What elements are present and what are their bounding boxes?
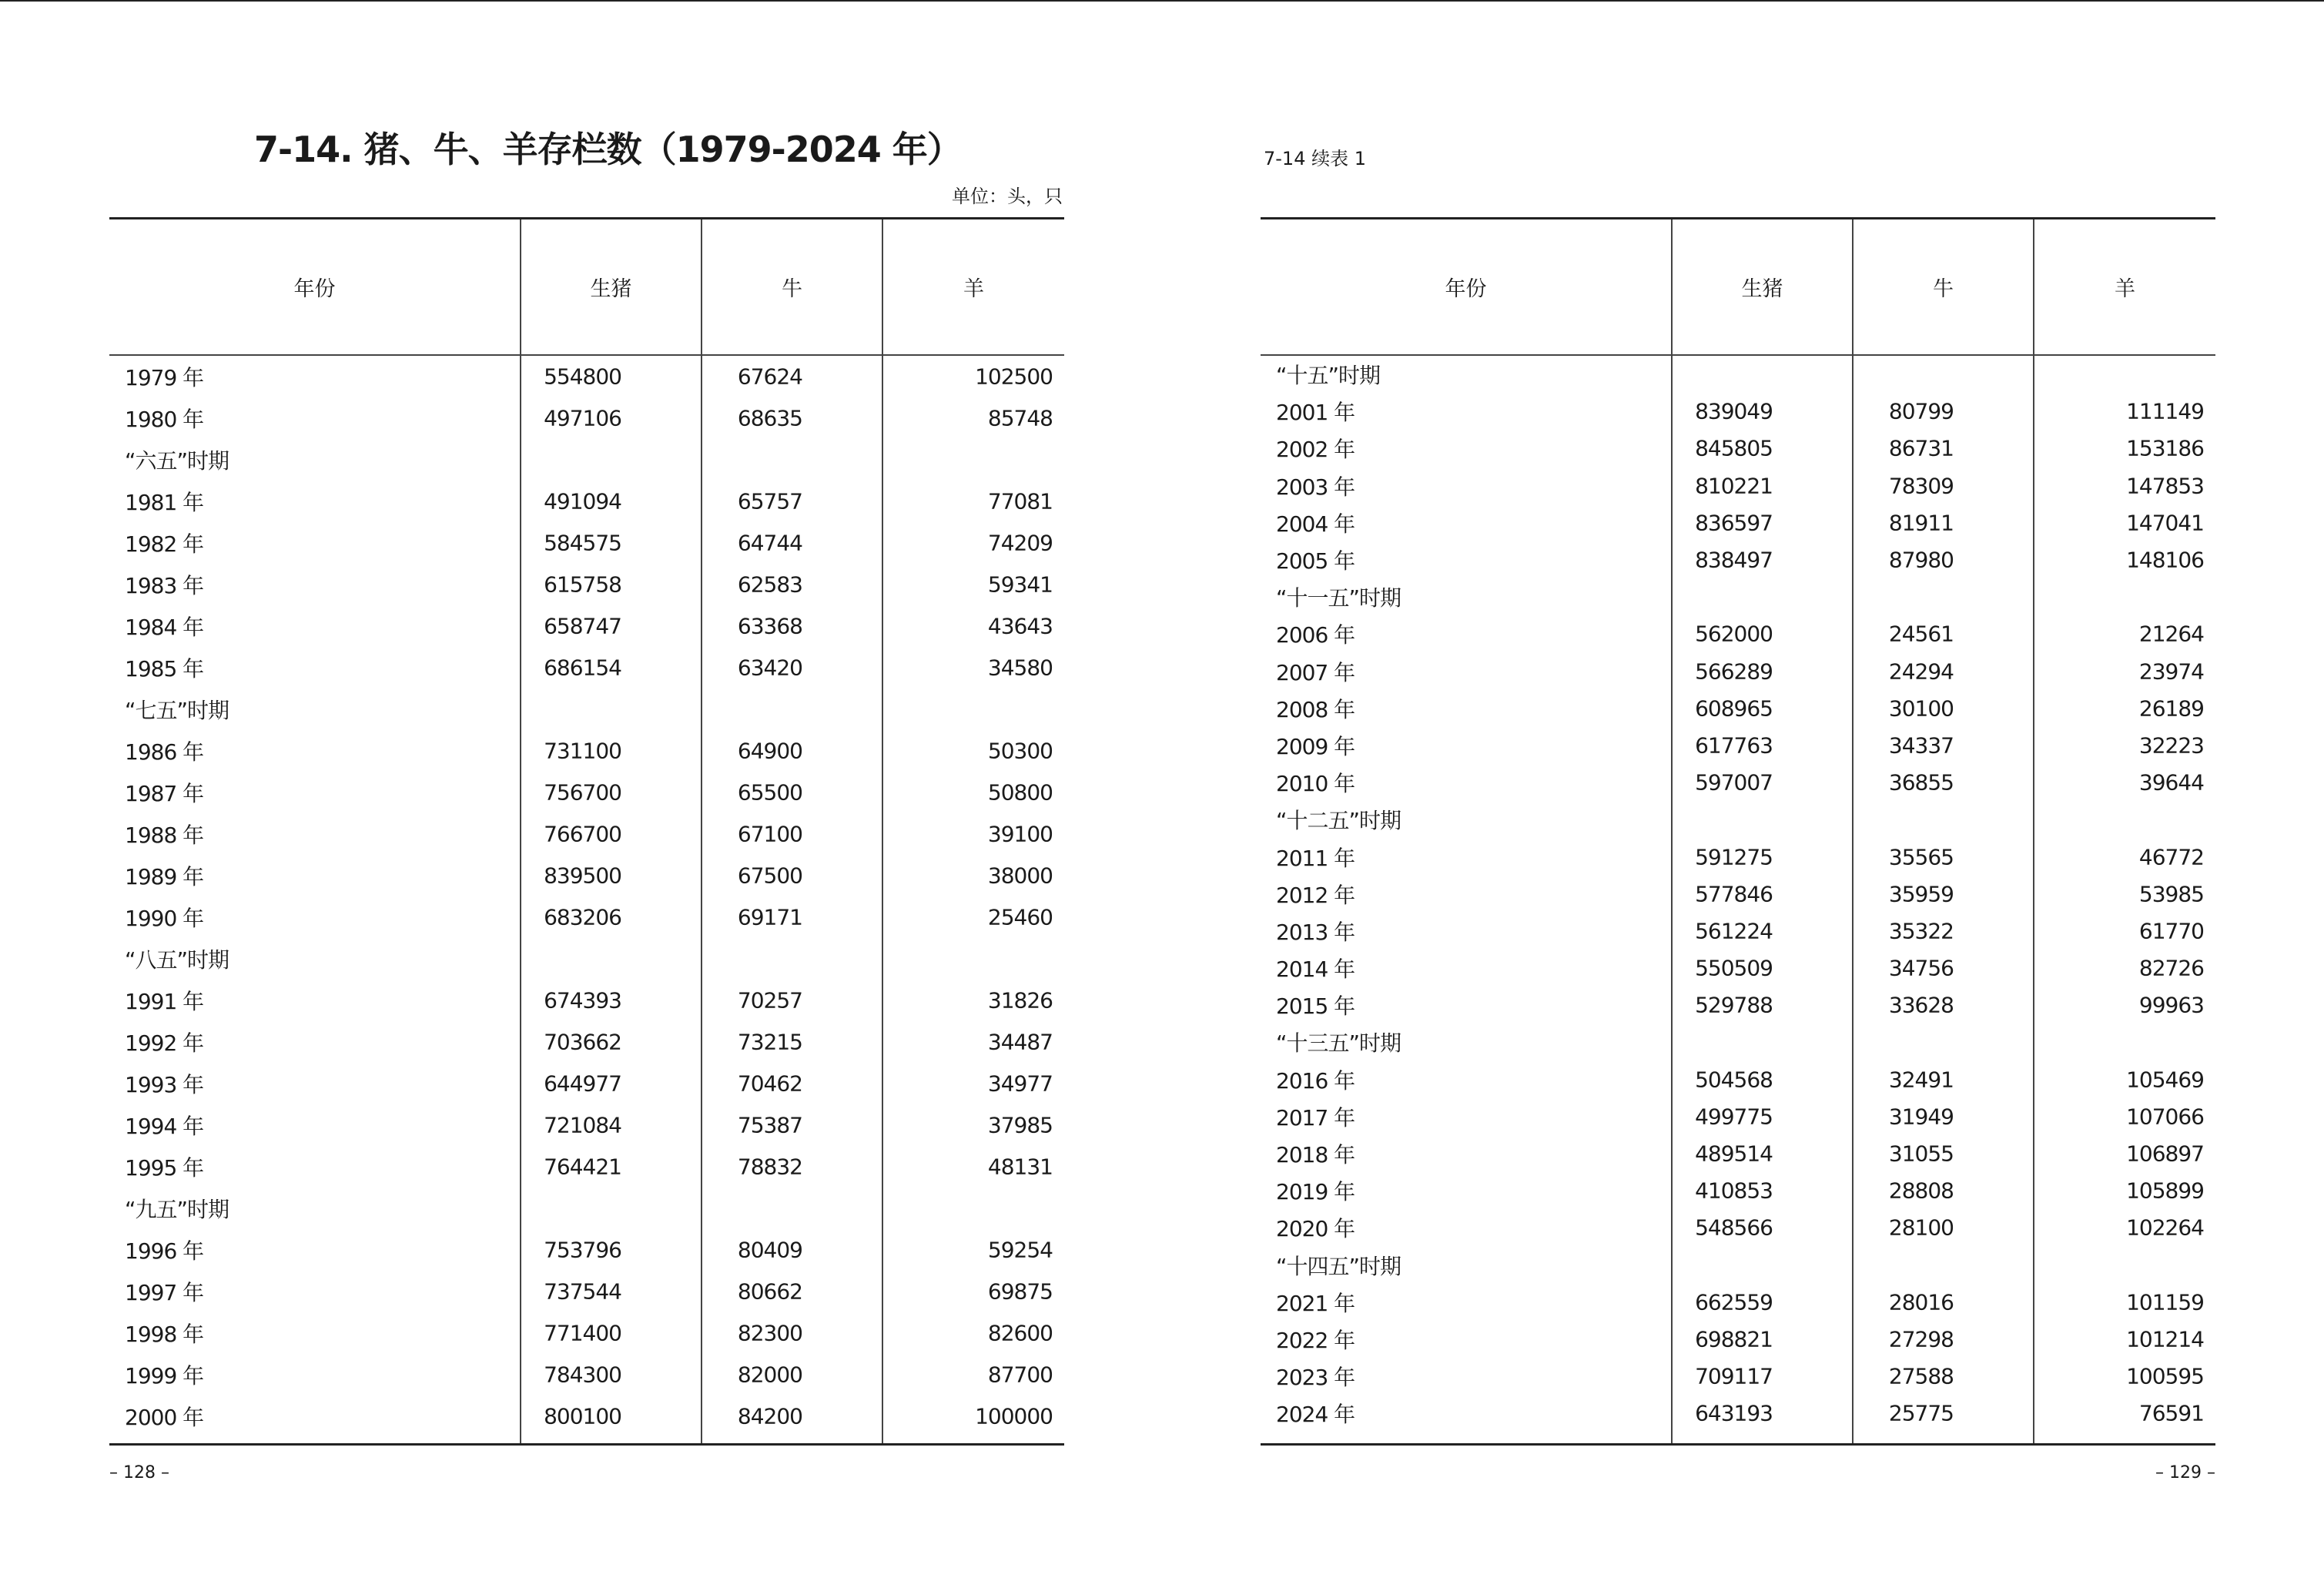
cell-sheep: 48131 [987,1154,1053,1180]
cell-sheep: 32223 [2138,732,2204,759]
page-number-right: – 129 – [2155,1463,2215,1482]
cell-sheep: 39100 [987,821,1053,847]
cell-cattle: 28100 [1888,1214,1954,1241]
cell-cattle: 24294 [1888,658,1954,685]
cell-sheep: 100595 [2126,1363,2204,1389]
table-row [109,813,1064,855]
cell-year: 2018 年 [1276,1142,1355,1168]
cell-year: 2024 年 [1276,1402,1355,1428]
cell-pigs: 643193 [1695,1400,1773,1426]
cell-cattle: 64744 [737,530,802,556]
cell-pigs: 784300 [544,1362,621,1388]
cell-pigs: 766700 [544,821,621,847]
cell-cattle: 65500 [737,779,802,806]
cell-pigs: 529788 [1695,992,1773,1018]
cell-sheep: 69875 [987,1278,1053,1305]
table-row [109,1146,1064,1188]
cell-sheep: 101159 [2126,1289,2204,1315]
cell-pigs: 737544 [544,1278,621,1305]
period-heading-row [1261,578,2215,615]
cell-year: 1982 年 [125,531,204,557]
cell-sheep: 100000 [975,1403,1053,1429]
cell-sheep: 38000 [987,863,1053,889]
cell-sheep: 99963 [2138,992,2204,1018]
cell-cattle: 75387 [737,1112,802,1138]
cell-sheep: 82726 [2138,955,2204,981]
cell-cattle: 33628 [1888,992,1954,1018]
period-heading-row [109,439,1064,481]
continued-table-title: 7-14 续表 1 [1264,148,1366,169]
cell-year: 2022 年 [1276,1327,1355,1353]
table-row [109,356,1064,397]
cell-year: 1989 年 [125,864,204,889]
table-row [1261,950,2215,987]
cell-cattle: 67500 [737,863,802,889]
cell-cattle: 81911 [1888,510,1954,536]
period-label: “七五”时期 [125,698,229,723]
cell-cattle: 63368 [737,613,802,639]
table-row [1261,876,2215,913]
cell-year: 2007 年 [1276,659,1355,685]
cell-year: 1984 年 [125,615,204,640]
table-row [109,1312,1064,1354]
cell-sheep: 153186 [2126,435,2204,461]
table-row [109,1354,1064,1395]
cell-pigs: 839049 [1695,398,1773,424]
cell-pigs: 615758 [544,571,621,598]
cell-cattle: 27298 [1888,1326,1954,1352]
cell-sheep: 77081 [987,488,1053,514]
period-label: “九五”时期 [125,1197,229,1222]
cell-year: 2014 年 [1276,956,1355,983]
cell-cattle: 35959 [1888,881,1954,907]
table-row [109,1229,1064,1271]
cell-cattle: 31055 [1888,1141,1954,1167]
cell-sheep: 50800 [987,779,1053,806]
cell-sheep: 105469 [2126,1067,2204,1093]
table-row [109,564,1064,605]
cell-cattle: 27588 [1888,1363,1954,1389]
cell-year: 2006 年 [1276,622,1355,648]
table-row [1261,838,2215,875]
cell-cattle: 82300 [737,1320,802,1346]
cell-cattle: 35322 [1888,918,1954,944]
table-row [109,896,1064,938]
cell-year: 1991 年 [125,989,204,1014]
cell-cattle: 25775 [1888,1400,1954,1426]
table-row [109,605,1064,647]
period-label: “八五”时期 [125,947,229,973]
cell-cattle: 65757 [737,488,802,514]
table-row [1261,690,2215,727]
cell-sheep: 147853 [2126,473,2204,499]
cell-pigs: 674393 [544,987,621,1013]
period-label: “十五”时期 [1276,363,1381,389]
cell-pigs: 591275 [1695,844,1773,870]
cell-cattle: 35565 [1888,844,1954,870]
period-label: “六五”时期 [125,448,229,474]
cell-pigs: 584575 [544,530,621,556]
table-row [1261,430,2215,467]
table-row [109,730,1064,772]
cell-cattle: 69171 [737,904,802,930]
table-row [1261,1358,2215,1395]
cell-cattle: 32491 [1888,1067,1954,1093]
table-row [1261,1321,2215,1358]
cell-sheep: 87700 [987,1362,1053,1388]
cell-year: 1993 年 [125,1072,204,1097]
cell-pigs: 554800 [544,363,621,390]
period-heading-row [1261,801,2215,838]
cell-sheep: 59254 [987,1237,1053,1263]
cell-year: 1999 年 [125,1363,204,1389]
table-row [109,1063,1064,1104]
cell-cattle: 84200 [737,1403,802,1429]
cell-sheep: 53985 [2138,881,2204,907]
cell-pigs: 617763 [1695,732,1773,759]
cell-year: 2000 年 [125,1405,204,1430]
table-row [109,1104,1064,1146]
cell-year: 2005 年 [1276,548,1355,575]
period-heading-row [109,688,1064,730]
cell-year: 2023 年 [1276,1365,1355,1391]
cell-year: 1996 年 [125,1238,204,1264]
cell-cattle: 28016 [1888,1289,1954,1315]
cell-sheep: 102264 [2126,1214,2204,1241]
cell-sheep: 106897 [2126,1141,2204,1167]
page-title: 7-14. 猪、牛、羊存栏数（1979-2024 年） [254,129,962,170]
cell-sheep: 148106 [2126,547,2204,573]
cell-year: 2017 年 [1276,1104,1355,1131]
cell-pigs: 489514 [1695,1141,1773,1167]
table-row [109,647,1064,688]
cell-pigs: 698821 [1695,1326,1773,1352]
cell-cattle: 30100 [1888,695,1954,722]
cell-pigs: 771400 [544,1320,621,1346]
top-border-line [0,0,2324,2]
cell-pigs: 709117 [1695,1363,1773,1389]
cell-sheep: 105899 [2126,1178,2204,1204]
data-table-right [1261,217,2215,1446]
cell-cattle: 67624 [737,363,802,390]
cell-sheep: 61770 [2138,918,2204,944]
cell-cattle: 68635 [737,405,802,431]
table-row [1261,1135,2215,1172]
period-label: “十四五”时期 [1276,1253,1401,1279]
table-body [109,356,1064,1443]
cell-sheep: 26189 [2138,695,2204,722]
table-row [1261,1395,2215,1432]
cell-pigs: 566289 [1695,658,1773,685]
header-year: 年份 [1445,277,1487,301]
cell-year: 2020 年 [1276,1216,1355,1242]
cell-pigs: 658747 [544,613,621,639]
cell-year: 2010 年 [1276,771,1355,797]
cell-cattle: 63420 [737,655,802,681]
cell-cattle: 86731 [1888,435,1954,461]
unit-label: 单位：头，只 [952,186,1063,207]
cell-pigs: 839500 [544,863,621,889]
cell-pigs: 703662 [544,1029,621,1055]
period-heading-row [1261,1247,2215,1284]
period-label: “十一五”时期 [1276,585,1401,611]
cell-year: 1990 年 [125,906,204,931]
table-row [1261,1061,2215,1098]
cell-sheep: 43643 [987,613,1053,639]
cell-year: 2011 年 [1276,845,1355,871]
cell-pigs: 499775 [1695,1104,1773,1130]
cell-pigs: 753796 [544,1237,621,1263]
cell-year: 1980 年 [125,407,204,432]
cell-year: 2001 年 [1276,400,1355,426]
cell-pigs: 597007 [1695,769,1773,796]
period-heading-row [1261,1023,2215,1060]
cell-year: 1987 年 [125,781,204,806]
cell-cattle: 80799 [1888,398,1954,424]
cell-cattle: 78832 [737,1154,802,1180]
cell-sheep: 39644 [2138,769,2204,796]
cell-cattle: 80662 [737,1278,802,1305]
table-row [1261,727,2215,764]
cell-year: 2021 年 [1276,1290,1355,1316]
cell-cattle: 70462 [737,1070,802,1097]
cell-pigs: 550509 [1695,955,1773,981]
cell-year: 1995 年 [125,1155,204,1181]
table-row [1261,1098,2215,1135]
cell-pigs: 410853 [1695,1178,1773,1204]
table-row [109,481,1064,522]
cell-sheep: 101214 [2126,1326,2204,1352]
cell-year: 1986 年 [125,739,204,765]
cell-cattle: 87980 [1888,547,1954,573]
cell-cattle: 64900 [737,738,802,764]
cell-year: 1979 年 [125,365,204,390]
table-row [1261,615,2215,652]
cell-cattle: 31949 [1888,1104,1954,1130]
cell-cattle: 28808 [1888,1178,1954,1204]
cell-year: 2009 年 [1276,733,1355,759]
cell-year: 2016 年 [1276,1067,1355,1094]
cell-pigs: 686154 [544,655,621,681]
table-row [1261,467,2215,504]
header-sheep: 羊 [963,277,984,301]
cell-pigs: 838497 [1695,547,1773,573]
cell-sheep: 76591 [2138,1400,2204,1426]
cell-year: 1983 年 [125,573,204,598]
table-row [109,855,1064,896]
header-sheep: 羊 [2115,277,2135,301]
cell-year: 1985 年 [125,656,204,682]
period-heading-row [1261,356,2215,393]
cell-cattle: 62583 [737,571,802,598]
table-row [1261,987,2215,1023]
table-row [1261,393,2215,430]
table-row [109,522,1064,564]
cell-sheep: 50300 [987,738,1053,764]
cell-cattle: 24561 [1888,621,1954,647]
cell-year: 2012 年 [1276,882,1355,908]
cell-pigs: 548566 [1695,1214,1773,1241]
cell-year: 1992 年 [125,1030,204,1056]
period-heading-row [109,938,1064,980]
cell-pigs: 504568 [1695,1067,1773,1093]
table-row [109,772,1064,813]
table-body [1261,356,2215,1443]
cell-year: 2004 年 [1276,511,1355,537]
table-row [1261,541,2215,578]
table-row [109,1395,1064,1437]
header-year: 年份 [293,277,336,301]
cell-pigs: 608965 [1695,695,1773,722]
cell-pigs: 731100 [544,738,621,764]
cell-year: 2002 年 [1276,437,1355,463]
header-cattle: 牛 [782,277,802,301]
cell-year: 2008 年 [1276,696,1355,722]
cell-sheep: 111149 [2126,398,2204,424]
cell-sheep: 34487 [987,1029,1053,1055]
cell-pigs: 562000 [1695,621,1773,647]
table-row [1261,1172,2215,1209]
table-row [109,1271,1064,1312]
cell-sheep: 25460 [987,904,1053,930]
cell-sheep: 23974 [2138,658,2204,685]
table-row [109,980,1064,1021]
cell-year: 1998 年 [125,1322,204,1347]
cell-sheep: 85748 [987,405,1053,431]
cell-sheep: 34580 [987,655,1053,681]
cell-pigs: 836597 [1695,510,1773,536]
cell-pigs: 756700 [544,779,621,806]
period-label: “十三五”时期 [1276,1030,1401,1057]
cell-pigs: 810221 [1695,473,1773,499]
page-number-left: – 128 – [109,1463,169,1482]
cell-year: 1988 年 [125,822,204,848]
cell-cattle: 73215 [737,1029,802,1055]
header-pigs: 生猪 [1741,277,1783,301]
cell-year: 1981 年 [125,490,204,515]
table-row [1261,913,2215,950]
cell-year: 2019 年 [1276,1179,1355,1205]
cell-pigs: 644977 [544,1070,621,1097]
cell-cattle: 67100 [737,821,802,847]
table-row [1261,653,2215,690]
cell-year: 2015 年 [1276,993,1355,1020]
table-row [109,1021,1064,1063]
cell-sheep: 82600 [987,1320,1053,1346]
cell-sheep: 31826 [987,987,1053,1013]
cell-sheep: 46772 [2138,844,2204,870]
cell-pigs: 721084 [544,1112,621,1138]
table-row [1261,764,2215,801]
cell-pigs: 561224 [1695,918,1773,944]
cell-pigs: 497106 [544,405,621,431]
cell-sheep: 34977 [987,1070,1053,1097]
period-heading-row [109,1188,1064,1229]
cell-sheep: 59341 [987,571,1053,598]
cell-sheep: 37985 [987,1112,1053,1138]
cell-pigs: 662559 [1695,1289,1773,1315]
table-row [1261,504,2215,541]
cell-pigs: 577846 [1695,881,1773,907]
cell-cattle: 82000 [737,1362,802,1388]
cell-year: 1994 年 [125,1114,204,1139]
header-pigs: 生猪 [590,277,632,301]
cell-sheep: 147041 [2126,510,2204,536]
cell-sheep: 74209 [987,530,1053,556]
cell-cattle: 34756 [1888,955,1954,981]
cell-pigs: 764421 [544,1154,621,1180]
cell-cattle: 36855 [1888,769,1954,796]
cell-pigs: 845805 [1695,435,1773,461]
cell-year: 2003 年 [1276,474,1355,500]
table-row [1261,1284,2215,1321]
table-row [1261,1209,2215,1246]
cell-cattle: 78309 [1888,473,1954,499]
cell-sheep: 21264 [2138,621,2204,647]
cell-pigs: 491094 [544,488,621,514]
cell-year: 2013 年 [1276,919,1355,945]
cell-cattle: 70257 [737,987,802,1013]
header-cattle: 牛 [1933,277,1954,301]
table-row [109,397,1064,439]
cell-sheep: 102500 [975,363,1053,390]
cell-year: 1997 年 [125,1280,204,1305]
cell-cattle: 80409 [737,1237,802,1263]
data-table-left [109,217,1064,1446]
cell-pigs: 800100 [544,1403,621,1429]
period-label: “十二五”时期 [1276,808,1401,834]
cell-pigs: 683206 [544,904,621,930]
cell-sheep: 107066 [2126,1104,2204,1130]
cell-cattle: 34337 [1888,732,1954,759]
